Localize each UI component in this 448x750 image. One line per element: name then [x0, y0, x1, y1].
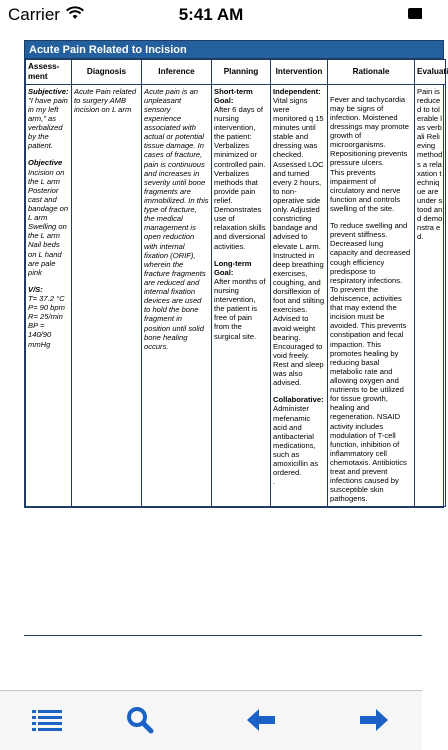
independent-label: Independent:: [273, 86, 321, 96]
rationale-part-2: This prevents impairment of circulatory and nerve function and controls swelling of the site.: [330, 167, 401, 213]
search-button[interactable]: [123, 705, 157, 735]
forward-arrow-icon: [360, 709, 388, 731]
contents-button[interactable]: [30, 705, 64, 735]
header-inference: Inference: [142, 60, 212, 85]
content-area[interactable]: [0, 30, 448, 690]
carrier-label: Carrier: [8, 5, 60, 24]
status-bar: [0, 0, 422, 30]
bottom-toolbar: [0, 690, 422, 750]
rationale-part-3: To reduce swelling and prevent stiffness. Decreased lung capacity and decreased cough efficiency predispose to respiratory infections. To prevent the dehiscence, activities that may extend the incision must be avoided. This prevents constipation and fecal impaction. This promotes healing by reducing basal metabolic rate and allowing oxygen and nutrients to be utilized for tissue growth, healing and regeneration. NSAID activity includes modulation of T-cell function, inhibition of inflammatory cell chemotaxis. Antibiotics treat and prevent infections caused by susceptible skin pathogens.: [330, 221, 411, 504]
assessment-cell: [26, 84, 72, 506]
battery-icon: [408, 8, 422, 19]
subjective-text: "I have pain in my left arm," as verbalized by the patient.: [28, 95, 68, 151]
header-evaluation: Evaluati: [415, 60, 446, 85]
objective-text: Incision on the L arm Posterior cast and bandage on L arm Swelling on the L arm Nail beds on L hand are pale pink: [28, 167, 69, 277]
header-planning: Planning: [212, 60, 271, 85]
vital-signs-label: V/S:: [28, 284, 43, 294]
list-icon: [32, 709, 62, 731]
search-icon: [126, 706, 154, 734]
header-diagnosis: Diagnosis: [72, 60, 142, 85]
clock: 5:41 AM: [178, 5, 244, 24]
previous-page-button[interactable]: [244, 705, 278, 735]
header-assessment: Assess- ment: [26, 60, 72, 85]
subjective-label: Subjective:: [28, 86, 69, 96]
long-term-goal-text: After months of nursing intervention, the patient is free of pain from the surgical site.: [214, 276, 266, 341]
short-term-goal-label: Short-term Goal:: [214, 86, 253, 105]
care-plan-table: [25, 59, 446, 507]
short-term-goal-text: After 6 days of nursing intervention, the patient: Verbalizes minimized or controlled pain. Verbalizes methods that provide pain relief. Demonstrates use of relaxation skills and diversional activities.: [214, 104, 266, 251]
collaborative-text: Administer mefenamic acid and antibacterial medications, such as amoxicillin as ordered.: [273, 404, 319, 478]
diagnosis-cell: Acute Pain related to surgery AMB incision on L arm: [72, 84, 142, 506]
care-plan-table-frame: [24, 40, 448, 508]
independent-text: Vital signs were monitored q 15 minutes until stable and dressing was checked. Assessed LOC and turned every 2 hours, to non-operative side only. Adjusted constricting bandage and advised to elevate L arm. Instructed in deep breathing exercises, coughing, and dorsiflexion of foot and stilting exercises. Advised to avoid weight bearing. Encouraged to void freely. Rest and sleep was also advised.: [273, 95, 325, 388]
content-divider: [24, 635, 422, 636]
table-title: Acute Pain Related to Incision: [25, 41, 443, 59]
intervention-cell: [271, 84, 328, 506]
rationale-cell: [328, 84, 415, 506]
long-term-goal-label: Long-term Goal:: [214, 258, 252, 277]
table-row: [26, 84, 446, 506]
next-page-button[interactable]: [357, 705, 391, 735]
header-row: [26, 60, 446, 85]
back-arrow-icon: [247, 709, 275, 731]
collaborative-label: Collaborative:: [273, 395, 324, 405]
rationale-part-1: Fever and tachycardia may be signs of infection. Moistened dressings may promote growth of microorganisms. Repositioning prevents pressure ulcers.: [330, 94, 409, 168]
objective-label: Objective: [28, 158, 63, 168]
vital-signs-text: T= 37.2 °C P= 90 bpm R= 25/min BP = 140/90 mmHg: [28, 293, 65, 349]
planning-cell: [212, 84, 271, 506]
header-intervention: Intervention: [271, 60, 328, 85]
header-rationale: Rationale: [328, 60, 415, 85]
inference-cell: Acute pain is an unpleasant sensory experience associated with actual or potential tissue damage. In cases of fracture, pain is continuous and increases in severity until bone fragments are immobilized. In this type of fracture, the medical management is open reduction with internal fixation (ORIF), wherein the fracture fragments are reduced and internal fixation devices are used to hold the bone fragment in position until solid bone healing occurs.: [142, 84, 212, 506]
intervention-dot: .: [273, 477, 276, 487]
evaluation-cell: Pain is reduced to tolerable l as verbali Relieving methods a relaxation technique are under stood and demonstra ed.: [415, 84, 446, 506]
